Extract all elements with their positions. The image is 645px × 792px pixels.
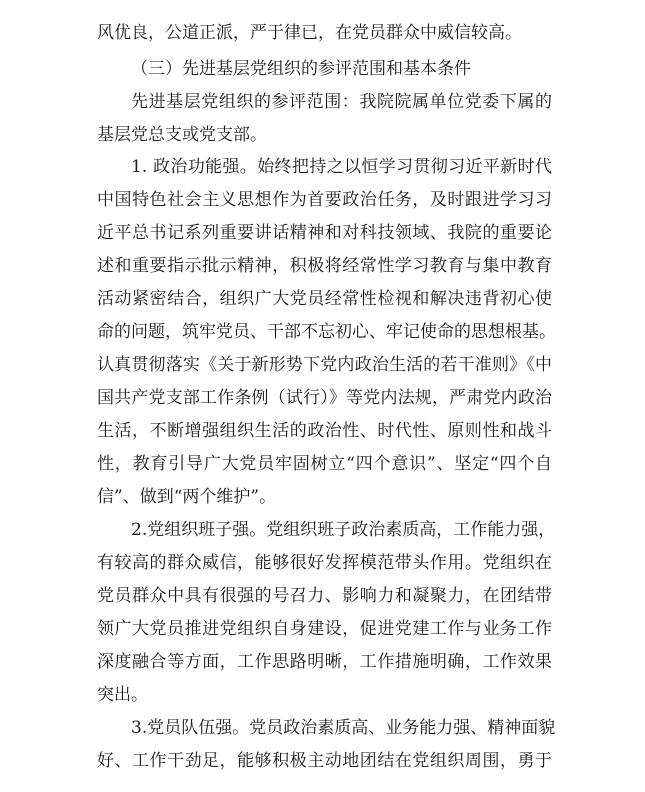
- paragraph-first-line: 2.党组织班子强。党组织班子政治素质高，工作能力强，: [131, 520, 556, 540]
- paragraph-first-line: 3.党员队伍强。党员政治素质高、业务能力强、精神面貌: [131, 718, 556, 738]
- section-heading: （三）先进基层党组织的参评范围和基本条件: [131, 59, 471, 79]
- text-line: 国共产党支部工作条例（试行）》等党内法规，严肃党内政治: [97, 388, 552, 408]
- paragraph-first-line: 1. 政治功能强。始终把持之以恒学习贯彻习近平新时代: [131, 157, 552, 177]
- text-line: 命的问题，筑牢党员、干部不忘初心、牢记使命的思想根基。: [97, 322, 556, 342]
- text-line: 基层党总支或党支部。: [97, 125, 267, 145]
- text-line: 述和重要指示批示精神，积极将经常性学习教育与集中教育: [97, 256, 552, 276]
- text-line: 领广大党员推进党组织自身建设，促进党建工作与业务工作: [97, 619, 552, 639]
- text-line: 信”、做到“两个维护”。: [97, 487, 277, 507]
- text-line: 近平总书记系列重要讲话精神和对科技领域、我院的重要论: [97, 223, 552, 243]
- text-line: 有较高的群众威信，能够很好发挥模范带头作用。党组织在: [97, 553, 552, 573]
- text-line: 生活，不断增强组织生活的政治性、时代性、原则性和战斗: [97, 421, 552, 441]
- text-line: 深度融合等方面，工作思路明晰，工作措施明确，工作效果: [97, 652, 552, 672]
- text-line: 认真贯彻落实《关于新形势下党内政治生活的若干准则》《中: [97, 355, 552, 375]
- text-line: 风优良，公道正派，严于律已，在党员群众中威信较高。: [97, 23, 522, 43]
- text-line: 性，教育引导广大党员牢固树立“四个意识”、坚定“四个自: [97, 454, 552, 474]
- text-line: 好、工作干劲足，能够积极主动地团结在党组织周围，勇于: [97, 751, 552, 771]
- text-line: 党员群众中具有很强的号召力、影响力和凝聚力，在团结带: [97, 586, 552, 606]
- text-line: 活动紧密结合，组织广大党员经常性检视和解决违背初心使: [97, 289, 552, 309]
- paragraph-first-line: 先进基层党组织的参评范围：我院院属单位党委下属的: [131, 92, 552, 112]
- text-line: 中国特色社会主义思想作为首要政治任务，及时跟进学习习: [97, 190, 552, 210]
- text-line: 突出。: [97, 685, 148, 705]
